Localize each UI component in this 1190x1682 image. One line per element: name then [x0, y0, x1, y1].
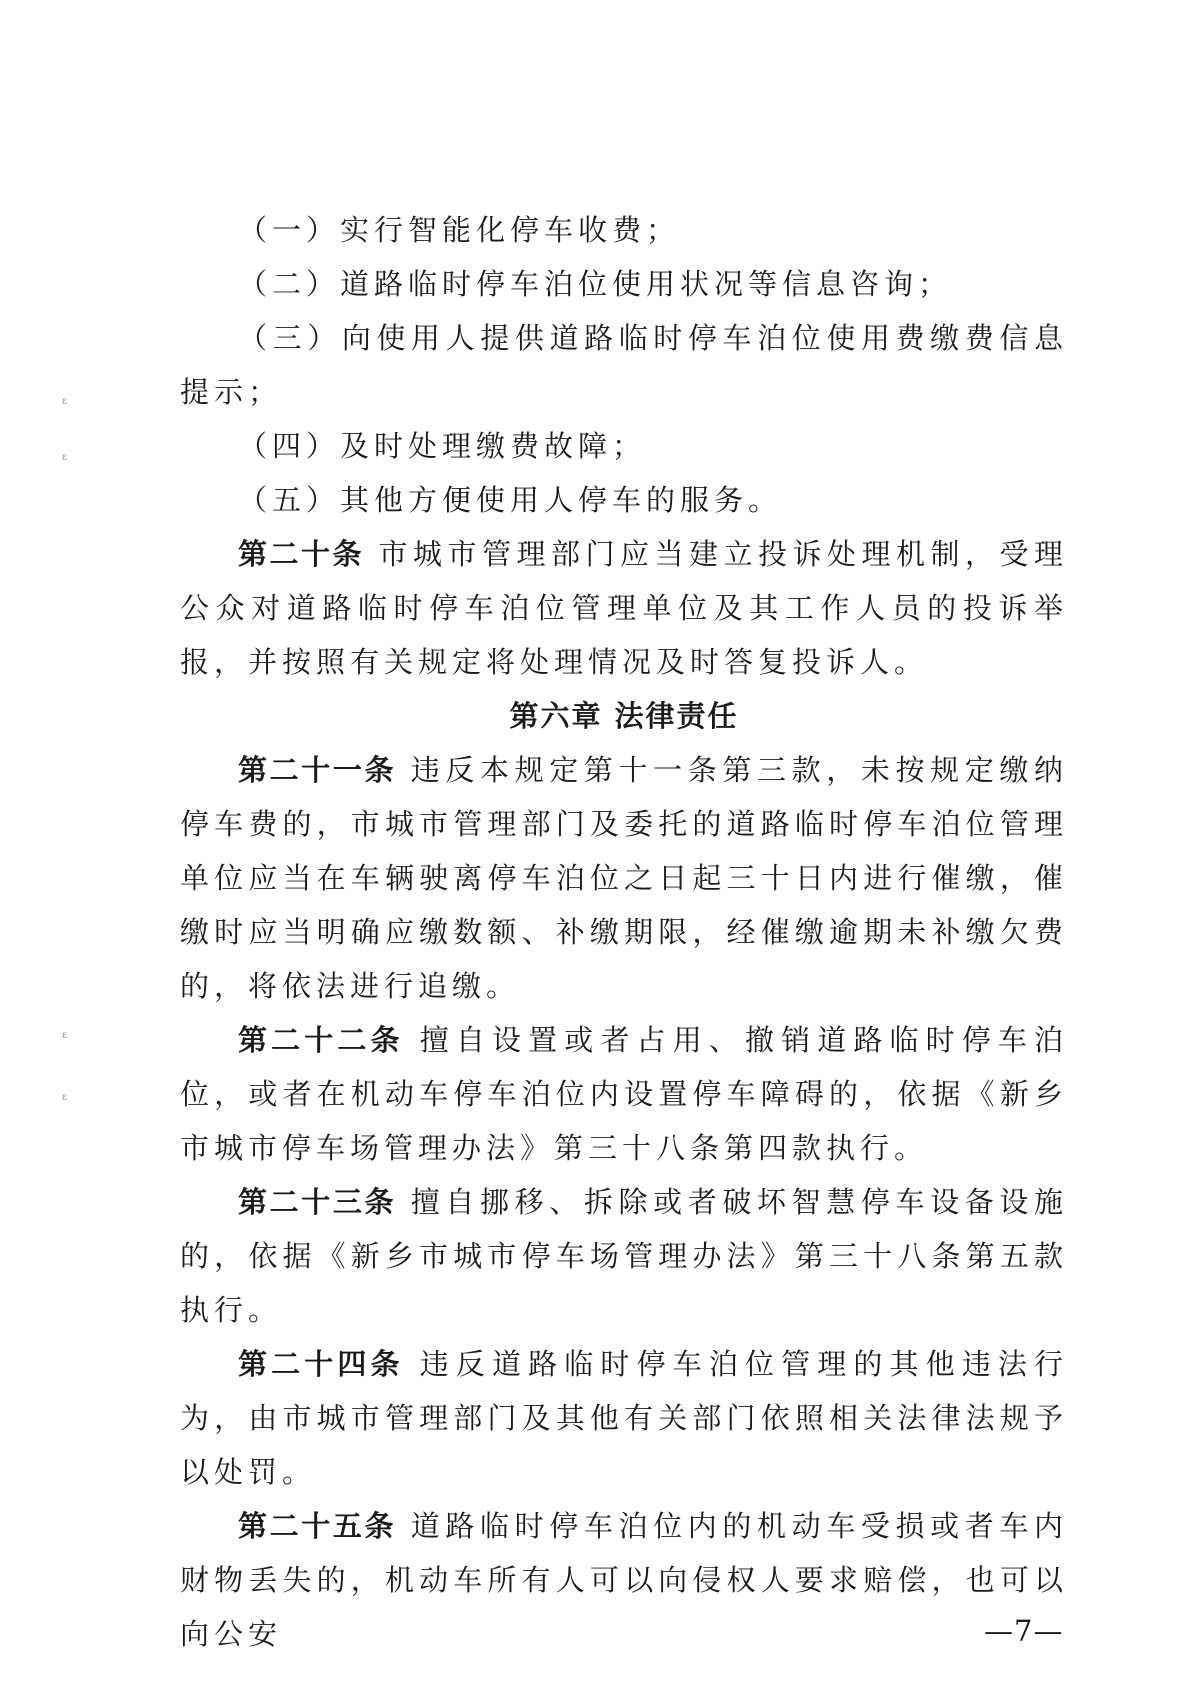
article-label: 第二十四条 [238, 1347, 404, 1381]
article-label: 第二十一条 [238, 753, 397, 787]
article-label: 第二十二条 [238, 1023, 404, 1057]
binding-mark: ε [62, 396, 68, 407]
list-item: （五）其他方便使用人停车的服务。 [238, 483, 783, 517]
article-24 [180, 1337, 1068, 1499]
binding-mark: ε [62, 1030, 68, 1041]
article-20 [180, 527, 1068, 689]
article-text: 违反本规定第十一条第三款，未按规定缴纳停车费的，市城市管理部门及委托的道路临时停车泊位管理单位应当在车辆驶离停车泊位之日起三十日内进行催缴，催缴时应当明确应缴数额、补缴期限，经催缴逾期未补缴欠费的，将依法进行追缴。 [180, 753, 1068, 1003]
article-text: 道路临时停车泊位内的机动车受损或者车内财物丢失的，机动车所有人可以向侵权人要求赔偿，也可以向公安 [180, 1509, 1068, 1651]
list-item: （四）及时处理缴费故障； [238, 429, 647, 463]
document-body [180, 203, 1068, 1661]
list-item: （一）实行智能化停车收费； [238, 213, 681, 247]
article-text: 擅自挪移、拆除或者破坏智慧停车设备设施的，依据《新乡市城市停车场管理办法》第三十八条第五款执行。 [180, 1185, 1068, 1327]
list-item: （二）道路临时停车泊位使用状况等信息咨询； [238, 267, 953, 301]
list-item: （三）向使用人提供道路临时停车泊位使用费缴费信息提示； [180, 321, 1068, 409]
article-22 [180, 1013, 1068, 1175]
article-text: 擅自设置或者占用、撤销道路临时停车泊位，或者在机动车停车泊位内设置停车障碍的，依据《新乡市城市停车场管理办法》第三十八条第四款执行。 [180, 1023, 1068, 1165]
binding-mark: ε [62, 452, 68, 463]
article-label: 第二十条 [238, 537, 364, 571]
article-25 [180, 1499, 1068, 1661]
binding-mark: ε [62, 1092, 68, 1103]
article-text: 违反道路临时停车泊位管理的其他违法行为，由市城市管理部门及其他有关部门依照相关法律法规予以处罚。 [180, 1347, 1068, 1489]
article-text: 市城市管理部门应当建立投诉处理机制，受理公众对道路临时停车泊位管理单位及其工作人员的投诉举报，并按照有关规定将处理情况及时答复投诉人。 [180, 537, 1068, 679]
article-21 [180, 743, 1068, 1013]
article-23 [180, 1175, 1068, 1337]
article-label: 第二十三条 [238, 1185, 397, 1219]
chapter-heading: 第六章 法律责任 [509, 699, 739, 733]
article-label: 第二十五条 [238, 1509, 397, 1543]
page-number: —7— [984, 1614, 1064, 1648]
